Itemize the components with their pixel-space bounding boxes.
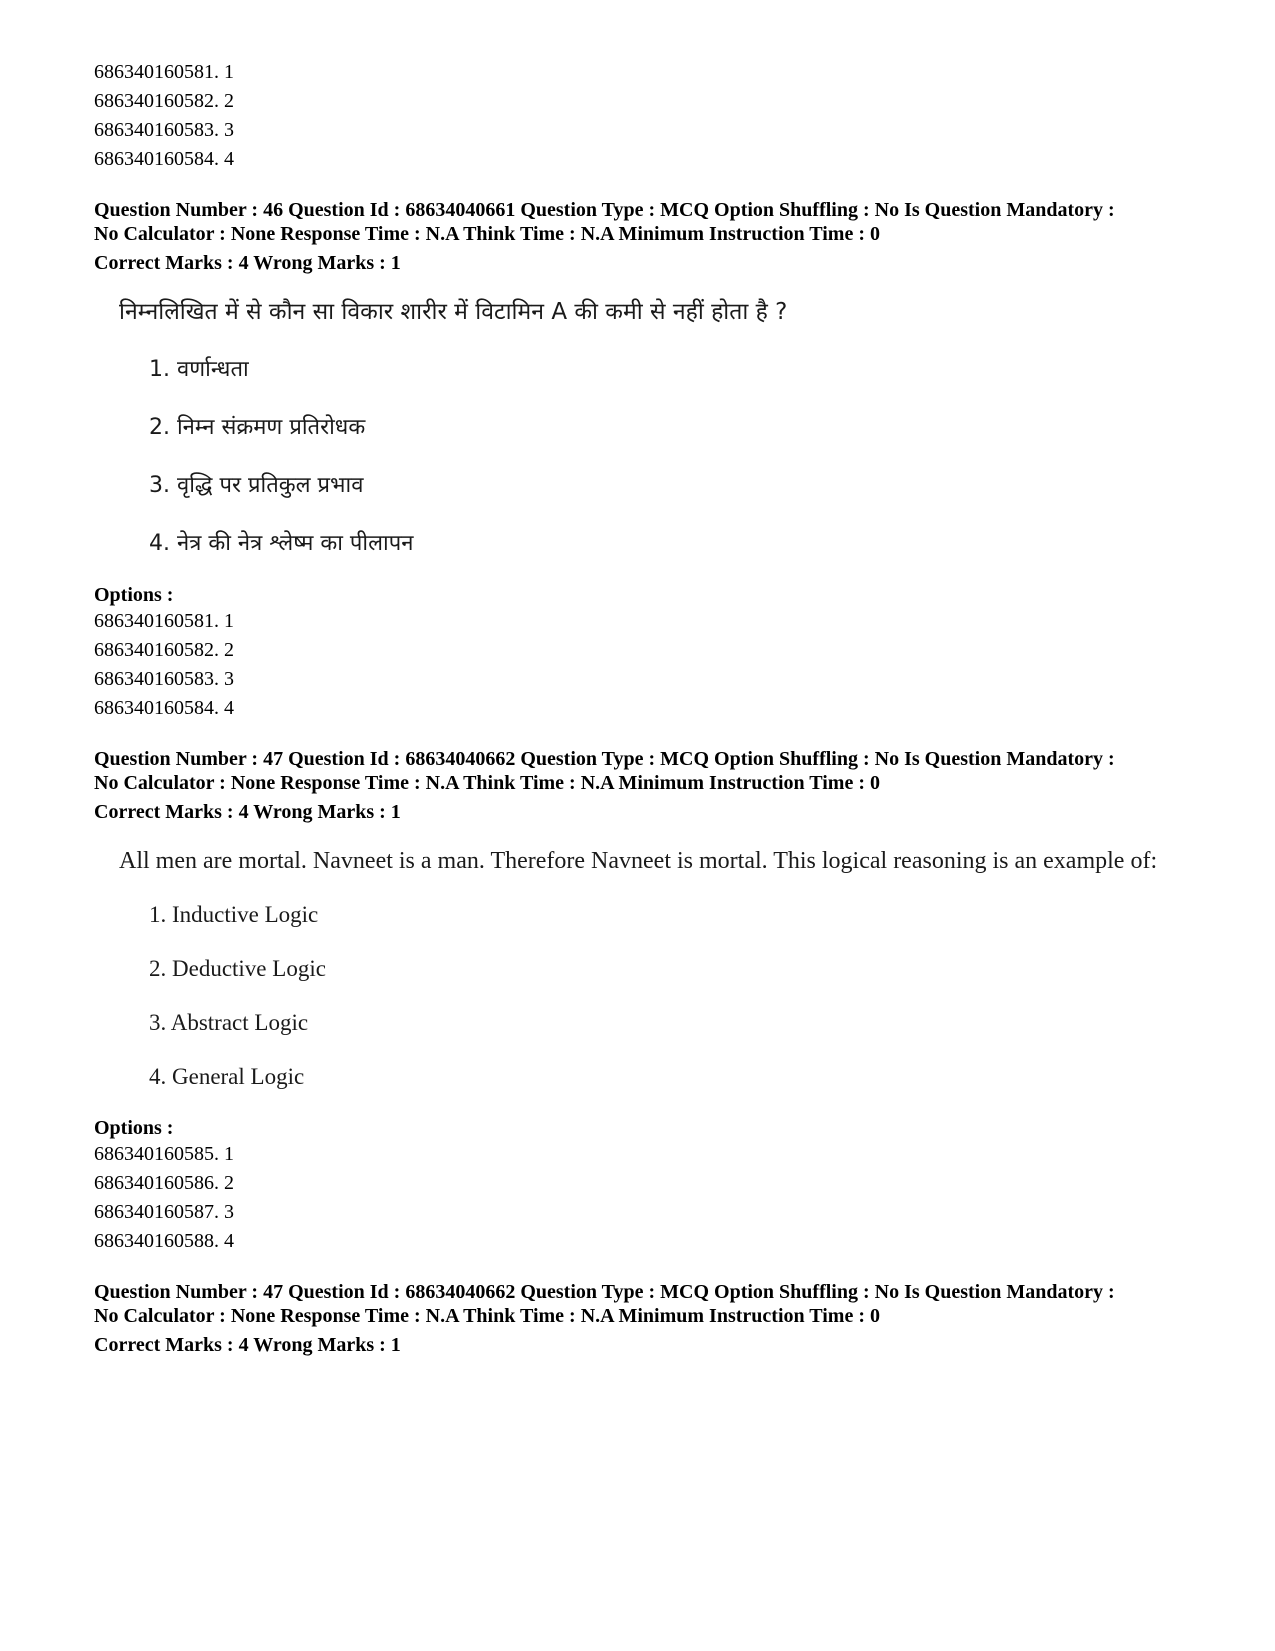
question-meta-line-2: No Calculator : None Response Time : N.A Think Time : N.A Minimum Instruction Time : 0 [94,772,880,794]
option-id-line: 686340160582. 2 [94,90,234,112]
answer-choice: 1. वर्णान्धता [149,357,249,382]
question-meta-line-1: Question Number : 46 Question Id : 68634040661 Question Type : MCQ Option Shuffling : No Is Question Mandatory : [94,199,1115,221]
option-id-line: 686340160584. 4 [94,148,234,170]
question-stem: निम्नलिखित में से कौन सा विकार शारीर में विटामिन A की कमी से नहीं होता है ? [119,299,788,325]
question-46 [94,198,1204,723]
previous-option-list [94,58,1204,174]
document-page [94,58,1204,1357]
option-id-line: 686340160583. 3 [94,668,234,690]
question-47 [94,747,1204,1256]
question-marks: Correct Marks : 4 Wrong Marks : 1 [94,1334,401,1356]
question-47-repeat [94,1280,1204,1357]
answer-choice: 3. Abstract Logic [149,1010,309,1035]
question-meta-line-1: Question Number : 47 Question Id : 68634040662 Question Type : MCQ Option Shuffling : No Is Question Mandatory : [94,1281,1115,1303]
answer-choice: 1. Inductive Logic [149,902,319,927]
option-id-line: 686340160581. 1 [94,610,234,632]
option-id-line: 686340160588. 4 [94,1230,234,1252]
option-id-list [94,607,1204,723]
question-content [119,846,1204,1092]
answer-choice: 4. General Logic [149,1064,305,1089]
question-meta-line-2: No Calculator : None Response Time : N.A Think Time : N.A Minimum Instruction Time : 0 [94,1305,880,1327]
question-meta [94,1280,1204,1357]
answer-choice: 2. Deductive Logic [149,956,326,981]
option-id-line: 686340160582. 2 [94,639,234,661]
answer-choice: 4. नेत्र की नेत्र श्लेष्म का पीलापन [149,531,414,556]
question-meta [94,198,1204,275]
options-label: Options : [94,1117,174,1139]
option-id-list [94,1140,1204,1256]
option-id-line: 686340160581. 1 [94,61,234,83]
question-marks: Correct Marks : 4 Wrong Marks : 1 [94,801,401,823]
option-id-line: 686340160587. 3 [94,1201,234,1223]
option-id-line: 686340160584. 4 [94,697,234,719]
question-stem: All men are mortal. Navneet is a man. Therefore Navneet is mortal. This logical reasoning is an example of: [119,848,1158,874]
option-id-line: 686340160583. 3 [94,119,234,141]
question-meta [94,747,1204,824]
question-meta-line-1: Question Number : 47 Question Id : 68634040662 Question Type : MCQ Option Shuffling : No Is Question Mandatory : [94,748,1115,770]
answer-choice: 2. निम्न संक्रमण प्रतिरोधक [149,415,366,440]
options-label: Options : [94,584,174,606]
option-id-line: 686340160586. 2 [94,1172,234,1194]
question-content [119,297,1204,559]
answer-choice: 3. वृद्धि पर प्रतिकुल प्रभाव [149,473,364,498]
option-id-line: 686340160585. 1 [94,1143,234,1165]
question-marks: Correct Marks : 4 Wrong Marks : 1 [94,252,401,274]
question-meta-line-2: No Calculator : None Response Time : N.A Think Time : N.A Minimum Instruction Time : 0 [94,223,880,245]
